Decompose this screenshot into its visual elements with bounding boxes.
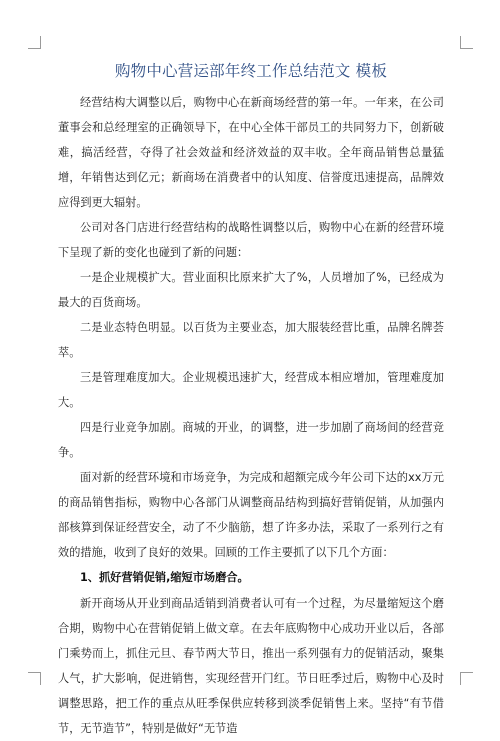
paragraph-intro: 经营结构大调整以后，购物中心在新商场经营的第一年。一年来，在公司董事会和总经理室的正确领导下，在中心全体干部员工的共同努力下，创新破难，搞活经营，夺得了社会效益和经济效益的双丰收。全年商品销售总量猛增，年销售达到亿元；新商场在消费者中的认知度、信誉度迅速提高，品牌效应得到更大辐射。: [58, 96, 444, 209]
section-heading: 1、抓好营销促销,缩短市场磨合。: [80, 571, 249, 584]
paragraph-point-2: 二是业态特色明显。以百货为主要业态，加大服装经营比重，品牌名牌荟萃。: [58, 321, 444, 359]
paragraph-review: 面对新的经营环境和市场竞争，为完成和超额完成今年公司下达的xx万元的商品销售指标，购物中心各部门从调整商品结构到搞好营销促销，从加强内部核算到保证经营安全，动了不少脑筋，想了许多办法，采取了一系列行之有效的措施，收到了良好的效果。回顾的工作主要抓了以下几个方面：: [58, 471, 444, 559]
document-title: 购物中心营运部年终工作总结范文 模板: [114, 62, 388, 80]
paragraph-point-4: 四是行业竞争加剧。商城的开业，的调整，进一步加剧了商场间的经营竞争。: [58, 421, 444, 459]
paragraph-point-3: 三是管理难度加大。企业规模迅速扩大，经营成本相应增加，管理难度加大。: [58, 371, 444, 409]
page-corner-mark-bottom-left: [28, 672, 41, 685]
paragraph-point-1: 一是企业规模扩大。营业面积比原来扩大了%，人员增加了%，已经成为最大的百货商场。: [58, 271, 444, 309]
paragraph-section-body: 新开商场从开业到商品适销到消费者认可有一个过程，为尽量缩短这个磨合期，购物中心在营销促销上做文章。在去年底购物中心成功开业以后，各部门乘势而上，抓住元旦、春节两大节日，推出一系列强有力的促销活动，聚集人气，扩大影响，促进销售，实现经营开门红。节日旺季过后，购物中心及时调整思路，把工作的重点从旺季保供应转移到淡季促销售上来。坚持“有节借节，无节造节”，特别是做好“无节造: [58, 597, 444, 735]
page-corner-mark-bottom-right: [460, 672, 473, 685]
page-corner-mark-top-left: [28, 36, 41, 49]
paragraph-problems: 公司对各门店进行经营结构的战略性调整以后，购物中心在新的经营环境下呈现了新的变化也碰到了新的问题：: [58, 221, 444, 259]
document-page: [58, 60, 444, 741]
page-corner-mark-top-right: [460, 36, 473, 49]
